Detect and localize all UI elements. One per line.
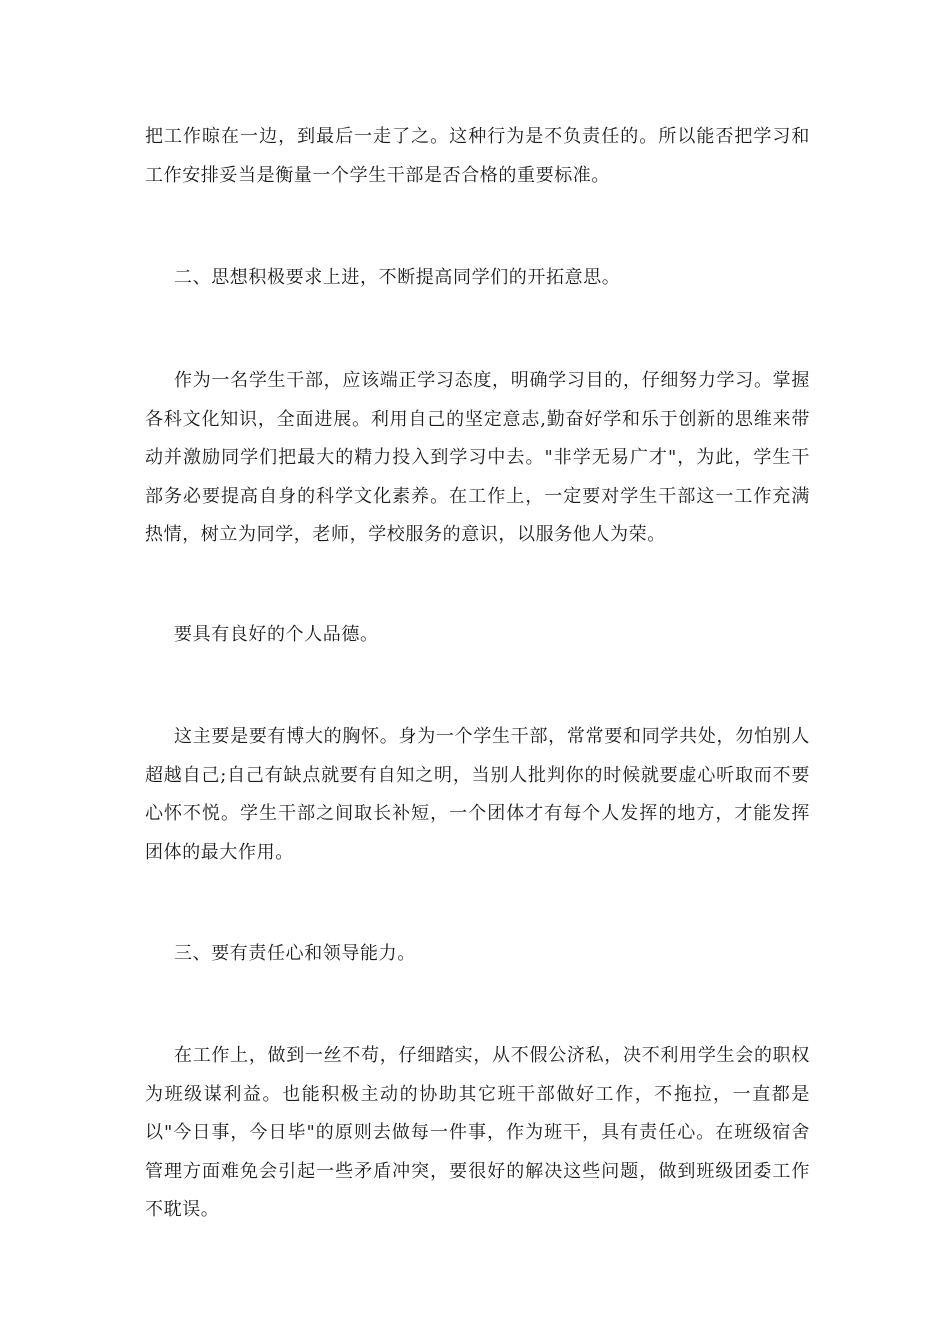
paragraph-study-attitude: 作为一名学生干部，应该端正学习态度，明确学习目的，仔细努力学习。掌握各科文化知识，全面进展。利用自己的坚定意志,勤奋好学和乐于创新的思维来带动并激励同学们把最大的精力投入到学习中去。"非学无易广才"，为此，学生干部务必要提高自身的科学文化素养。在工作上，一定要对学生干部这一工作充满热情，树立为同学，老师，学校服务的意识，以服务他人为荣。: [145, 370, 810, 545]
paragraph-broad-mind: 这主要是要有博大的胸怀。身为一个学生干部，常常要和同学共处，勿怕别人超越自己;自己有缺点就要有自知之明，当别人批判你的时候就要虚心听取而不要心怀不悦。学生干部之间取长补短，一个团体才有每个人发挥的地方，才能发挥团体的最大作用。: [145, 726, 810, 863]
section-heading-2: 二、思想积极要求上进，不断提高同学们的开拓意思。: [174, 267, 621, 288]
paragraph-responsibility: 在工作上，做到一丝不苟，仔细踏实，从不假公济私，决不利用学生会的职权为班级谋利益。也能积极主动的协助其它班干部做好工作，不拖拉，一直都是以"今日事，今日毕"的原则去做每一件事，作为班干，具有责任心。在班级宿舍管理方面难免会引起一些矛盾冲突，要很好的解决这些问题，做到班级团委工作不耽误。: [145, 1045, 810, 1220]
paragraph-continuation: 把工作晾在一边，到最后一走了之。这种行为是不负责任的。所以能否把学习和工作安排妥当是衡量一个学生干部是否合格的重要标准。: [145, 126, 810, 186]
section-heading-3: 三、要有责任心和领导能力。: [174, 943, 416, 964]
subheading-personal-morality: 要具有良好的个人品德。: [174, 624, 379, 645]
